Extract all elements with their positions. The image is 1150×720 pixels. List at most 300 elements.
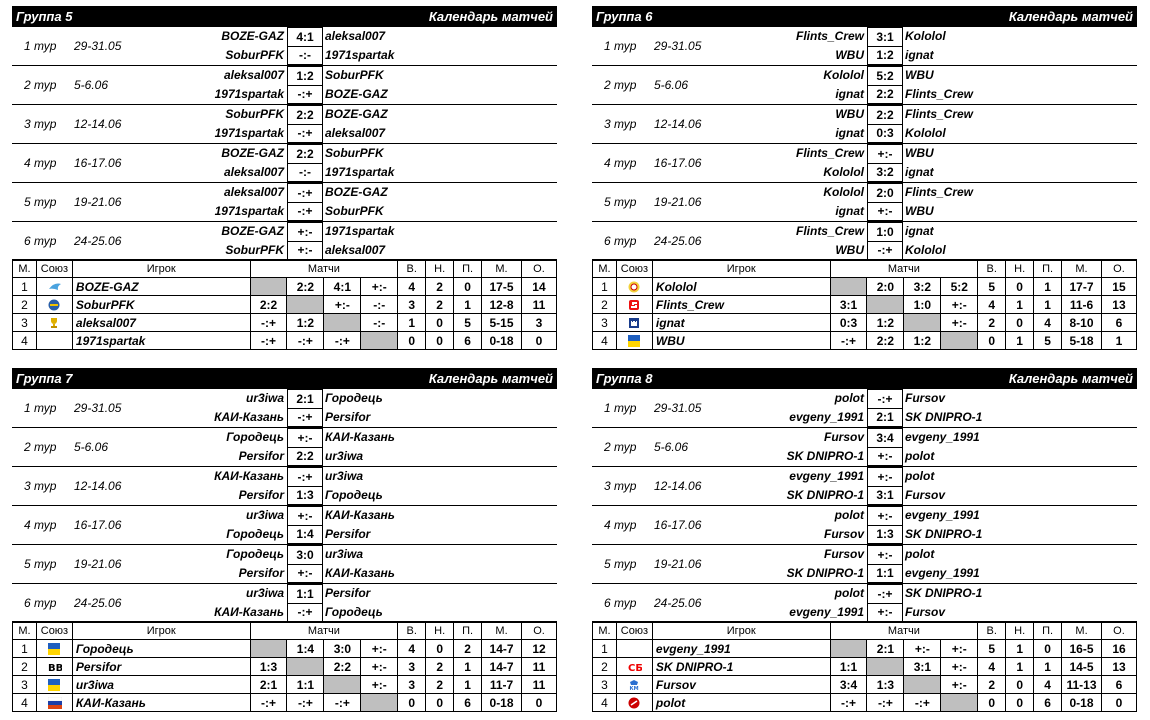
home-player: polot (834, 586, 864, 600)
tour-dates: 5-6.06 (74, 440, 109, 454)
match-row (12, 428, 557, 447)
result-cell: +:- (361, 676, 398, 694)
wins-cell: 0 (398, 332, 426, 350)
tour-row (12, 545, 557, 584)
match-row (12, 564, 557, 583)
points-cell: 6 (1101, 676, 1136, 694)
home-player: Persifor (238, 449, 284, 463)
bb-logo-icon (48, 661, 63, 674)
self-cell (867, 658, 904, 676)
tour-dates: 24-25.06 (654, 596, 702, 610)
match-score: -:+ (287, 183, 323, 203)
match-row (592, 408, 1137, 427)
tour-label: 3 тур (604, 117, 637, 131)
tour-dates: 16-17.06 (74, 518, 122, 532)
match-score: 2:0 (867, 183, 903, 203)
tour-row (12, 428, 557, 467)
match-row (592, 389, 1137, 408)
goals-cell: 0-18 (482, 694, 522, 712)
player-cell: SoburPFK (72, 296, 250, 314)
standings-table (592, 621, 1137, 712)
tour-dates: 16-17.06 (654, 518, 702, 532)
points-cell: 6 (1101, 314, 1136, 332)
result-cell: +:- (941, 640, 978, 658)
tour-dates: 12-14.06 (654, 479, 702, 493)
match-score: +:- (287, 428, 323, 448)
tour-row (592, 545, 1137, 584)
match-row (592, 447, 1137, 466)
match-row (592, 241, 1137, 260)
tour-dates: 5-6.06 (654, 440, 689, 454)
away-player: evgeny_1991 (905, 430, 980, 444)
result-cell: 0:3 (830, 314, 867, 332)
result-cell: -:+ (324, 332, 361, 350)
wins-cell: 4 (978, 658, 1006, 676)
away-player: polot (905, 547, 935, 561)
union-cell (616, 314, 652, 332)
away-player: SoburPFK (325, 146, 384, 160)
tour-dates: 12-14.06 (74, 479, 122, 493)
tour-row (592, 222, 1137, 261)
red-round-icon (628, 697, 640, 709)
home-player: 1971spartak (214, 87, 284, 101)
losses-cell: 1 (454, 296, 482, 314)
result-cell: 1:4 (287, 640, 324, 658)
result-cell: 3:2 (904, 278, 941, 296)
tour-row (592, 506, 1137, 545)
match-row (12, 202, 557, 221)
tour-dates: 29-31.05 (74, 401, 122, 415)
tour-label: 4 тур (604, 518, 637, 532)
player-cell: evgeny_1991 (652, 640, 830, 658)
goals-cell: 5-18 (1062, 332, 1102, 350)
tour-label: 3 тур (24, 117, 57, 131)
union-cell (616, 278, 652, 296)
wins-cell: 5 (978, 640, 1006, 658)
self-cell (250, 278, 287, 296)
match-score: 3:0 (287, 545, 323, 565)
tour-dates: 29-31.05 (74, 39, 122, 53)
match-score: +:- (287, 241, 323, 260)
home-player: ur3iwa (245, 391, 284, 405)
self-cell (904, 314, 941, 332)
tour-label: 6 тур (604, 596, 637, 610)
home-player: evgeny_1991 (789, 605, 864, 619)
goals-cell: 0-18 (1062, 694, 1102, 712)
away-player: SoburPFK (325, 204, 384, 218)
home-player: SoburPFK (225, 107, 284, 121)
away-player: ur3iwa (325, 469, 364, 483)
result-cell: 1:2 (904, 332, 941, 350)
standings-header-row (593, 260, 1137, 278)
tour-row (592, 467, 1137, 506)
away-player: ignat (905, 48, 934, 62)
match-score: 1:3 (287, 486, 323, 505)
group-panel (592, 368, 1137, 710)
tour-dates: 12-14.06 (654, 117, 702, 131)
points-cell: 0 (1101, 694, 1136, 712)
col-player: Игрок (72, 260, 250, 278)
col-union: Союз (616, 622, 652, 640)
goals-cell: 14-7 (482, 658, 522, 676)
home-player: polot (834, 508, 864, 522)
union-cell (616, 640, 652, 658)
result-cell: 2:1 (250, 676, 287, 694)
svg-text:СБ: СБ (628, 663, 643, 674)
place-cell: 1 (13, 278, 37, 296)
col-points: О. (1101, 260, 1136, 278)
col-union: Союз (36, 622, 72, 640)
union-cell (36, 314, 72, 332)
away-player: Kololol (905, 29, 946, 43)
union-cell (616, 332, 652, 350)
tour-row (12, 105, 557, 144)
home-player: Flints_Crew (795, 29, 864, 43)
self-cell (287, 658, 324, 676)
col-points: О. (522, 622, 557, 640)
table-row (13, 296, 557, 314)
match-row (592, 545, 1137, 564)
result-cell: -:+ (830, 694, 867, 712)
self-cell (361, 694, 398, 712)
self-cell (904, 676, 941, 694)
home-player: polot (834, 391, 864, 405)
home-player: Fursov (823, 430, 864, 444)
player-cell: SK DNIPRO-1 (652, 658, 830, 676)
col-points: О. (521, 260, 556, 278)
away-player: Городець (325, 391, 383, 405)
tour-label: 3 тур (24, 479, 57, 493)
wins-cell: 3 (398, 676, 426, 694)
tour-label: 5 тур (24, 195, 57, 209)
wins-cell: 0 (978, 332, 1006, 350)
self-cell (941, 332, 978, 350)
losses-cell: 1 (1034, 658, 1062, 676)
col-draws: Н. (426, 622, 454, 640)
away-player: polot (905, 469, 935, 483)
result-cell: +:- (324, 296, 361, 314)
group-header (592, 368, 1137, 389)
col-losses: П. (1034, 622, 1062, 640)
draws-cell: 0 (426, 694, 454, 712)
home-player: Городець (226, 547, 284, 561)
home-player: SoburPFK (225, 243, 284, 257)
round-emblem-icon (48, 299, 60, 311)
result-cell: -:+ (287, 332, 324, 350)
match-row (592, 428, 1137, 447)
col-goals: М. (1062, 622, 1102, 640)
away-player: Kololol (905, 243, 946, 257)
standings-header-row (593, 622, 1137, 640)
result-cell: 1:0 (904, 296, 941, 314)
home-player: WBU (835, 107, 864, 121)
player-cell: Городець (72, 640, 250, 658)
self-cell (830, 278, 867, 296)
match-score: +:- (287, 222, 323, 242)
blue-bird-icon (48, 281, 60, 293)
home-player: SK DNIPRO-1 (786, 488, 864, 502)
match-score: 1:4 (287, 525, 323, 544)
tour-dates: 29-31.05 (654, 401, 702, 415)
tour-dates: 5-6.06 (654, 78, 689, 92)
tour-row (592, 105, 1137, 144)
match-score: 2:2 (287, 144, 323, 164)
match-score: 4:1 (287, 27, 323, 47)
result-cell: +:- (941, 676, 978, 694)
match-row (592, 506, 1137, 525)
match-score: +:- (867, 144, 903, 164)
tour-dates: 19-21.06 (654, 557, 702, 571)
match-row (592, 124, 1137, 143)
result-cell: +:- (904, 640, 941, 658)
match-row (592, 525, 1137, 544)
match-row (12, 66, 557, 85)
result-cell: +:- (361, 278, 398, 296)
result-cell: 2:0 (867, 278, 904, 296)
castle-icon (628, 317, 640, 329)
result-cell: 2:2 (867, 332, 904, 350)
tour-label: 4 тур (24, 518, 57, 532)
losses-cell: 6 (454, 332, 482, 350)
self-cell (830, 640, 867, 658)
draws-cell: 2 (426, 278, 454, 296)
place-cell: 4 (593, 332, 617, 350)
goals-cell: 0-18 (482, 332, 522, 350)
standings-header-row (13, 622, 557, 640)
col-points: О. (1101, 622, 1136, 640)
table-row (593, 676, 1137, 694)
match-score: -:+ (287, 202, 323, 221)
match-row (12, 389, 557, 408)
tour-row (12, 467, 557, 506)
match-row (12, 105, 557, 124)
group-header (592, 6, 1137, 27)
result-cell: 1:2 (867, 314, 904, 332)
draws-cell: 1 (1006, 640, 1034, 658)
points-cell: 13 (1101, 296, 1136, 314)
away-player: aleksal007 (325, 243, 386, 257)
col-draws: Н. (1006, 260, 1034, 278)
match-score: 1:3 (867, 525, 903, 544)
losses-cell: 2 (454, 640, 482, 658)
player-cell: ur3iwa (72, 676, 250, 694)
tour-dates: 5-6.06 (74, 78, 109, 92)
draws-cell: 2 (426, 658, 454, 676)
table-row (593, 332, 1137, 350)
home-player: evgeny_1991 (789, 469, 864, 483)
away-player: ignat (905, 224, 934, 238)
col-place: М. (13, 622, 37, 640)
union-cell (616, 658, 652, 676)
match-score: +:- (867, 603, 903, 622)
goals-cell: 11-7 (482, 676, 522, 694)
player-cell: aleksal007 (72, 314, 250, 332)
draws-cell: 0 (1006, 278, 1034, 296)
standings-header-row (13, 260, 557, 278)
match-row (592, 467, 1137, 486)
losses-cell: 5 (454, 314, 482, 332)
tour-row (12, 66, 557, 105)
russia-flag-icon (48, 697, 60, 709)
match-score: +:- (867, 545, 903, 565)
tour-dates: 19-21.06 (74, 557, 122, 571)
points-cell: 1 (1101, 332, 1136, 350)
match-row (592, 144, 1137, 163)
result-cell: 3:4 (830, 676, 867, 694)
home-player: ur3iwa (245, 586, 284, 600)
result-cell: 2:1 (867, 640, 904, 658)
col-wins: В. (978, 260, 1006, 278)
losses-cell: 6 (454, 694, 482, 712)
goals-cell: 11-13 (1062, 676, 1102, 694)
tour-row (592, 183, 1137, 222)
place-cell: 4 (593, 694, 617, 712)
col-union: Союз (616, 260, 652, 278)
home-player: КАИ-Казань (214, 605, 284, 619)
tour-dates: 24-25.06 (654, 234, 702, 248)
match-score: 2:2 (287, 105, 323, 125)
svg-text:BB: BB (48, 663, 63, 674)
trophy-icon (48, 317, 60, 329)
union-cell (36, 278, 72, 296)
draws-cell: 0 (426, 332, 454, 350)
result-cell: 1:1 (287, 676, 324, 694)
home-player: ignat (835, 87, 864, 101)
goals-cell: 17-5 (482, 278, 522, 296)
self-cell (287, 296, 324, 314)
away-player: Persifor (325, 586, 371, 600)
match-score: 2:2 (867, 105, 903, 125)
place-cell: 2 (593, 658, 617, 676)
tour-row (592, 584, 1137, 623)
result-cell: 2:2 (287, 278, 324, 296)
losses-cell: 0 (454, 278, 482, 296)
place-cell: 4 (13, 332, 37, 350)
place-cell: 2 (13, 296, 37, 314)
result-cell: -:- (361, 314, 398, 332)
place-cell: 1 (13, 640, 37, 658)
points-cell: 3 (521, 314, 556, 332)
place-cell: 2 (13, 658, 37, 676)
match-score: 3:2 (867, 163, 903, 182)
home-player: Городець (226, 430, 284, 444)
ukraine-flag-icon (628, 335, 640, 347)
result-cell: 3:1 (904, 658, 941, 676)
match-row (12, 545, 557, 564)
away-player: evgeny_1991 (905, 508, 980, 522)
away-player: BOZE-GAZ (325, 107, 388, 121)
result-cell: -:+ (250, 314, 287, 332)
match-score: +:- (867, 447, 903, 466)
match-score: 5:2 (867, 66, 903, 86)
player-cell: 1971spartak (72, 332, 250, 350)
away-player: aleksal007 (325, 126, 386, 140)
goals-cell: 5-15 (482, 314, 522, 332)
match-row (12, 27, 557, 46)
result-cell: +:- (361, 640, 398, 658)
col-matches: Матчи (250, 622, 398, 640)
wins-cell: 4 (398, 278, 426, 296)
col-wins: В. (398, 622, 426, 640)
result-cell: 1:3 (867, 676, 904, 694)
result-cell: -:- (361, 296, 398, 314)
home-player: 1971spartak (214, 126, 284, 140)
match-score: 1:0 (867, 222, 903, 242)
ball-emblem-icon (628, 281, 640, 293)
col-player: Игрок (652, 622, 830, 640)
player-cell: Persifor (72, 658, 250, 676)
union-cell (616, 694, 652, 712)
away-player: BOZE-GAZ (325, 185, 388, 199)
match-row (12, 584, 557, 603)
match-row (12, 183, 557, 202)
result-cell: -:+ (867, 694, 904, 712)
table-row (13, 278, 557, 296)
tour-label: 2 тур (604, 78, 637, 92)
tour-row (12, 506, 557, 545)
tour-dates: 29-31.05 (654, 39, 702, 53)
tour-label: 2 тур (604, 440, 637, 454)
table-row (593, 278, 1137, 296)
home-player: SoburPFK (225, 48, 284, 62)
table-row (593, 640, 1137, 658)
away-player: 1971spartak (325, 165, 395, 179)
draws-cell: 0 (1006, 694, 1034, 712)
col-place: М. (13, 260, 37, 278)
ukraine-flag-icon (48, 643, 60, 655)
match-score: 1:2 (287, 66, 323, 86)
home-player: aleksal007 (223, 165, 284, 179)
match-score: -:+ (867, 584, 903, 604)
km-logo-icon (628, 679, 640, 691)
col-matches: Матчи (830, 260, 978, 278)
match-score: -:+ (287, 85, 323, 104)
home-player: КАИ-Казань (214, 410, 284, 424)
draws-cell: 2 (426, 296, 454, 314)
home-player: SK DNIPRO-1 (786, 449, 864, 463)
tour-row (12, 584, 557, 623)
col-goals: М. (482, 622, 522, 640)
spartak-icon (628, 299, 640, 311)
points-cell: 11 (522, 676, 557, 694)
match-score: 3:1 (867, 27, 903, 47)
match-row (592, 85, 1137, 104)
match-row (592, 603, 1137, 622)
draws-cell: 1 (1006, 658, 1034, 676)
wins-cell: 3 (398, 658, 426, 676)
home-player: aleksal007 (223, 68, 284, 82)
tour-label: 1 тур (604, 39, 637, 53)
match-score: 3:1 (867, 486, 903, 505)
home-player: WBU (835, 48, 864, 62)
tour-row (12, 222, 557, 261)
home-player: ur3iwa (245, 508, 284, 522)
calendar-label: Календарь матчей (428, 9, 553, 24)
union-cell (616, 296, 652, 314)
match-row (592, 486, 1137, 505)
points-cell: 11 (521, 296, 556, 314)
tour-row (592, 66, 1137, 105)
away-player: polot (905, 449, 935, 463)
tour-label: 1 тур (604, 401, 637, 415)
match-score: +:- (287, 564, 323, 583)
home-player: Kololol (823, 185, 864, 199)
match-score: 3:4 (867, 428, 903, 448)
tour-label: 2 тур (24, 78, 57, 92)
away-player: Fursov (905, 605, 946, 619)
col-wins: В. (978, 622, 1006, 640)
match-row (592, 564, 1137, 583)
